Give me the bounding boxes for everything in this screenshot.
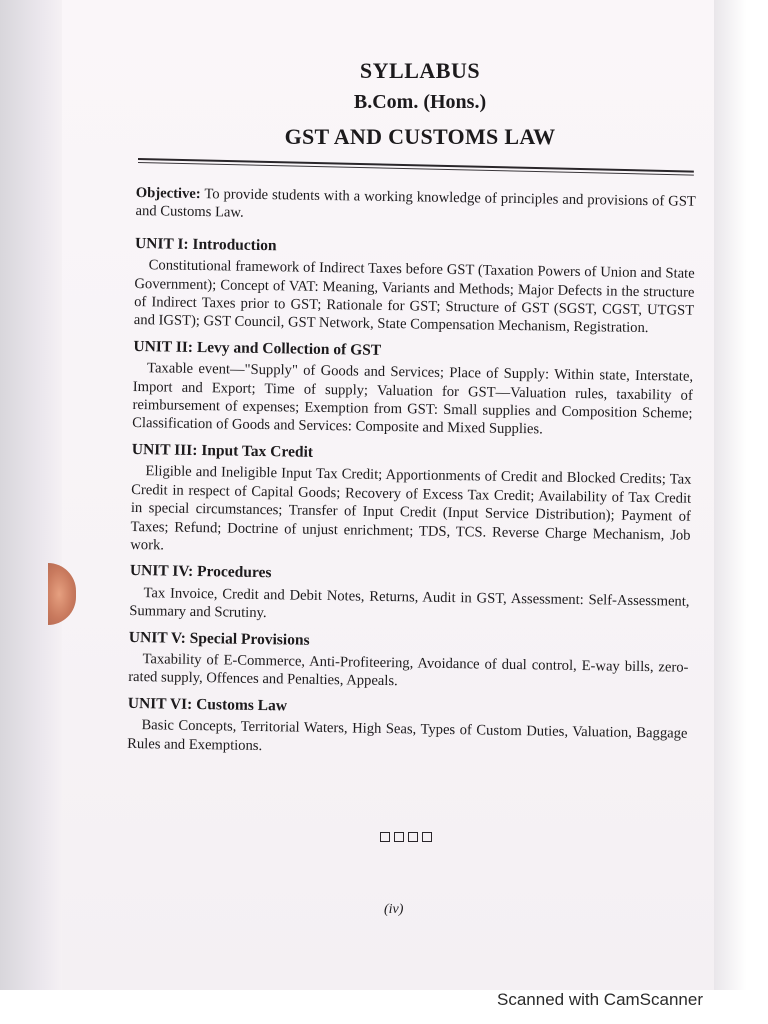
unit-4-body: Tax Invoice, Credit and Debit Notes, Returns, Audit in GST, Assessment: Self-Assessment, Summary and Scrutiny.: [129, 584, 690, 622]
end-of-section-marks: [380, 832, 460, 842]
unit-1-body: Constitutional framework of Indirect Taxes before GST (Taxation Powers of Union and State Government); Concept of VAT: Meaning, Variants and Methods; Major Defects in the structure of Indirect Taxes prior to GST; Rationale for GST; Structure of GST (SGST, CGST, UTGST and IGST); GST Council, GST Network, State Compensation Mechanism, Registration.: [133, 257, 695, 337]
page-number: (iv): [384, 902, 404, 917]
objective-text: To provide students with a working knowledge of principles and provisions of GST and Customs Law.: [135, 186, 696, 222]
unit-6-title: UNIT VI: Customs Law: [127, 694, 288, 715]
unit-4-title: UNIT IV: Procedures: [129, 562, 272, 582]
unit-3-title: UNIT III: Input Tax Credit: [131, 440, 314, 461]
unit-6-body: Basic Concepts, Territorial Waters, High Seas, Types of Custom Duties, Valuation, Baggage Rules and Exemptions.: [127, 717, 688, 754]
unit-2-body: Taxable event—"Supply" of Goods and Services; Place of Supply: Within state, Interstate, Import and Export; Time of supply; Valuation for GST—Valuation rules, taxability of reimbursement of expenses; Exemption from GST: Small supplies and Composition Scheme; Classification of Goods and Services: Composite and Mixed Supplies.: [132, 360, 694, 438]
scanner-watermark: Scanned with CamScanner: [497, 990, 704, 1009]
subject-heading: GST AND CUSTOMS LAW: [284, 124, 556, 149]
unit-1-title: UNIT I: Introduction: [134, 234, 277, 255]
square-icon: [408, 832, 418, 842]
objective-paragraph: [135, 184, 696, 230]
unit-3-body: Eligible and Ineligible Input Tax Credit; Apportionments of Credit and Blocked Credits; Tax Credit in respect of Capital Goods; Recovery of Excess Tax Credit; Availability of Tax Credit in special circumstances; Transfer of Input Credit (Input Service Distribution); Payment of Taxes; Refund; Doctrine of unjust enrichment; TDS, TCS. Reverse Charge Mechanism, Job work.: [130, 463, 692, 554]
square-icon: [380, 832, 390, 842]
unit-5-title: UNIT V: Special Provisions: [128, 628, 310, 649]
syllabus-heading: SYLLABUS: [359, 58, 481, 83]
unit-2-title: UNIT II: Levy and Collection of GST: [133, 337, 382, 359]
square-icon: [394, 832, 404, 842]
syllabus-content: [127, 184, 696, 770]
square-icon: [422, 832, 432, 842]
unit-5-body: Taxability of E-Commerce, Anti-Profiteering, Avoidance of dual control, E-way bills, zero-rated supply, Offences and Penalties, Appeals.: [128, 651, 689, 690]
course-heading: B.Com. (Hons.): [353, 91, 487, 113]
objective-label: Objective:: [135, 184, 201, 203]
